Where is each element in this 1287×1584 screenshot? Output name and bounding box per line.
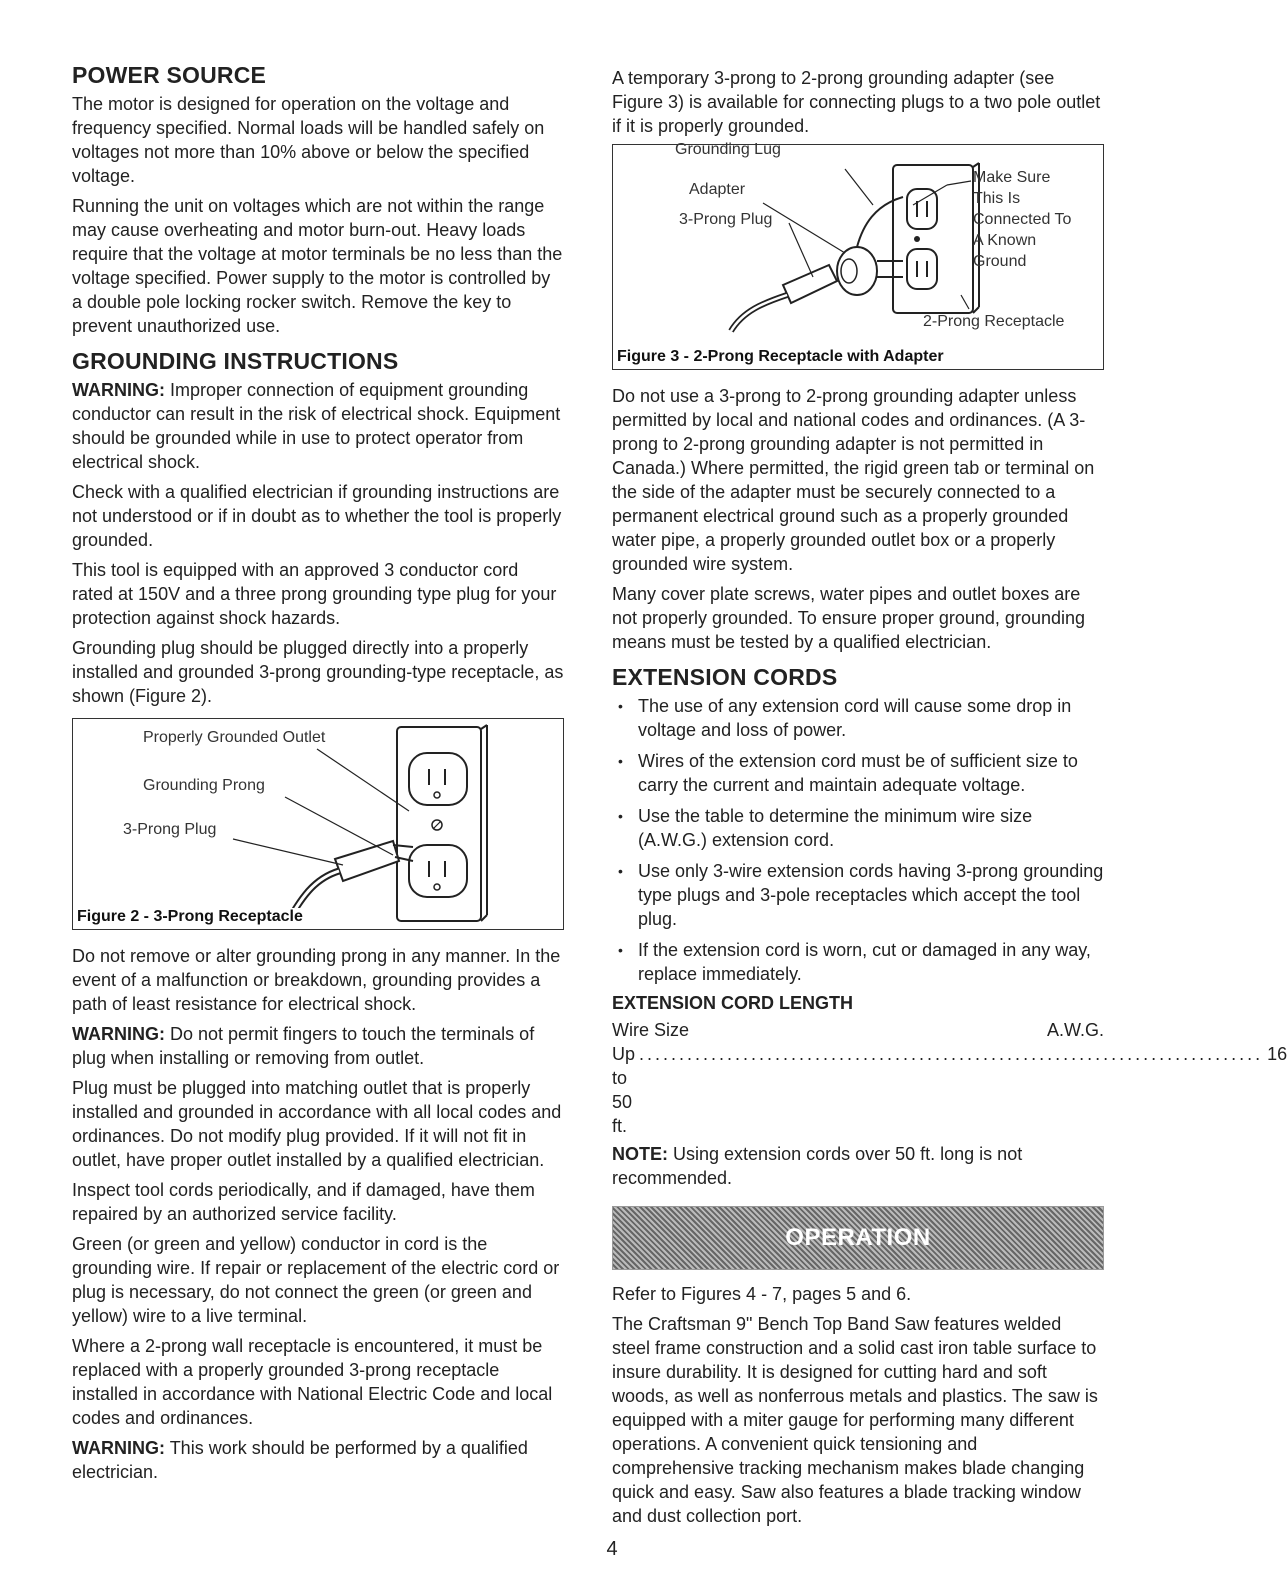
- warning-label: WARNING:: [72, 1438, 165, 1458]
- label-make-sure: Make Sure This Is Connected To A Known Ground: [973, 169, 1072, 270]
- list-item: • Wires of the extension cord must be of sufficient size to carry the current and maintain adequate voltage.: [612, 749, 1104, 797]
- label-adapter: Adapter: [689, 181, 746, 198]
- right-column: [612, 66, 1287, 1534]
- top-receptacle: [907, 189, 937, 229]
- list-item: • Use only 3-wire extension cords having 3-prong grounding type plugs and 3-pole receptacles which accept the tool plug.: [612, 859, 1104, 931]
- figure-2: [72, 718, 564, 930]
- power-source-paragraph-1: The motor is designed for operation on the voltage and frequency specified. Normal loads will be handled safely on voltages not more than 10% above or below the specified voltage.: [72, 94, 545, 186]
- figure-2-caption: Figure 2 - 3-Prong Receptacle: [77, 908, 307, 926]
- column-awg: A.W.G.: [1046, 1020, 1104, 1040]
- note-label: NOTE:: [612, 1144, 668, 1164]
- adapter-intro: A temporary 3-prong to 2-prong grounding adapter (see Figure 3) is available for connecting plugs to a two pole outlet if it is properly grounded.: [612, 68, 1101, 136]
- operation-title: OPERATION: [785, 1224, 931, 1251]
- warning-label: WARNING:: [72, 380, 165, 400]
- page-number: 4: [606, 1538, 618, 1560]
- label-3-prong-plug: 3-Prong Plug: [123, 821, 217, 838]
- left-column: [72, 62, 564, 1490]
- grounding-paragraph-4: Grounding plug should be plugged directly into a properly installed and grounded 3-prong grounding-type receptacle, as shown (Figure 2).: [72, 638, 564, 706]
- after-warning-3: [72, 1436, 564, 1484]
- label-grounding-lug: Grounding Lug: [675, 141, 781, 158]
- warning-text: This work should be performed by a qualified electrician.: [72, 1438, 528, 1482]
- row-awg: 16: [1267, 1044, 1287, 1064]
- grounding-warning: [72, 378, 564, 474]
- note-text: Using extension cords over 50 ft. long is not recommended.: [612, 1144, 1023, 1188]
- after-paragraph-4: Inspect tool cords periodically, and if damaged, have them repaired by an authorized service facility.: [72, 1180, 535, 1224]
- label-2-prong-receptacle: 2-Prong Receptacle: [923, 313, 1065, 330]
- table-row: Up to 50 ft. .............................................................................. 16: [612, 1044, 1287, 1136]
- grounding-paragraph-2: Check with a qualified electrician if grounding instructions are not understood or if in doubt as to whether the tool is properly grounded.: [72, 482, 562, 550]
- row-length: Up to 50 ft.: [612, 1044, 636, 1136]
- adapter-paragraph-2: Many cover plate screws, water pipes and outlet boxes are not properly grounded. To ensure proper ground, grounding means must be tested by a qualified electrician.: [612, 584, 1086, 652]
- warning-text: Improper connection of equipment grounding conductor can result in the risk of electrical shock. Equipment should be grounded while in use to protect operator from electrical shock.: [72, 380, 561, 472]
- after-warning-2: [72, 1022, 564, 1070]
- grounding-paragraph-3: This tool is equipped with an approved 3 conductor cord rated at 150V and a three prong grounding type plug for your protection against shock hazards.: [72, 560, 557, 628]
- after-paragraph-5: Green (or green and yellow) conductor in cord is the grounding wire. If repair or replacement of the electric cord or plug is necessary, do not connect the green (or green and yellow) wire to a live terminal.: [72, 1234, 560, 1326]
- label-grounded-outlet: Properly Grounded Outlet: [143, 729, 326, 746]
- column-wire-size: Wire Size: [612, 1020, 690, 1040]
- list-item: • Use the table to determine the minimum wire size (A.W.G.) extension cord.: [612, 804, 1104, 852]
- after-paragraph-6: Where a 2-prong wall receptacle is encountered, it must be replaced with a properly grounded 3-prong receptacle installed in accordance with National Electric Code and local codes and ordinances.: [72, 1336, 553, 1428]
- operation-paragraph-2: The Craftsman 9" Bench Top Band Saw features welded steel frame construction and a solid cast iron table surface to insure durability. It is designed for cutting hard and soft woods, as well as nonferrous metals and plastics. The saw is equipped with a miter gauge for performing many different operations. A convenient quick tensioning and comprehensive tracking mechanism makes blade changing quick and easy. Saw also features a blade tracking window and dust collection port.: [612, 1314, 1098, 1526]
- warning-label: WARNING:: [72, 1024, 165, 1044]
- list-item: • The use of any extension cord will cause some drop in voltage and loss of power.: [612, 694, 1104, 742]
- after-paragraph-3: Plug must be plugged into matching outlet that is properly installed and grounded in accordance with all local codes and ordinances. Do not modify plug provided. If it will not fit in outlet, have proper outlet installed by a qualified electrician.: [72, 1078, 562, 1170]
- label-3-prong-plug: 3-Prong Plug: [679, 211, 773, 228]
- figure-3-caption: Figure 3 - 2-Prong Receptacle with Adapter: [617, 348, 948, 366]
- grounding-heading: GROUNDING INSTRUCTIONS: [72, 348, 399, 374]
- wall-plate: [893, 165, 973, 313]
- operation-paragraph-1: Refer to Figures 4 - 7, pages 5 and 6.: [612, 1284, 912, 1304]
- list-item: • If the extension cord is worn, cut or damaged in any way, replace immediately.: [612, 938, 1104, 986]
- table-header-row: [612, 1018, 1104, 1042]
- plug-body: [335, 841, 399, 881]
- label-grounding-prong: Grounding Prong: [143, 777, 265, 794]
- figure-3: [612, 141, 1104, 370]
- adapter-paragraph-1: Do not use a 3-prong to 2-prong grounding adapter unless permitted by local and national codes and ordinances. (A 3-prong to 2-prong grounding adapter is not permitted in Canada.) Where permitted, the rigid green tab or terminal on the side of the adapter must be securely connected to a permanent electrical ground such as a properly grounded water pipe, a properly grounded outlet box or a properly grounded wire system.: [612, 386, 1095, 574]
- bottom-receptacle: [907, 249, 937, 289]
- after-paragraph-1: Do not remove or alter grounding prong in any manner. In the event of a malfunction or breakdown, grounding provides a path of least resistance for electrical shock.: [72, 946, 561, 1014]
- power-source-paragraph-2: Running the unit on voltages which are not within the range may cause overheating and motor burn-out. Heavy loads require that the voltage at motor terminals be no less than the voltage specified. Power supply to the motor is controlled by a double pole locking rocker switch. Remove the key to prevent unauthorized use.: [72, 196, 563, 336]
- operation-banner: [612, 1206, 1104, 1270]
- extension-bullets: [612, 694, 1104, 986]
- power-source-heading: POWER SOURCE: [72, 62, 267, 88]
- extension-cords-heading: EXTENSION CORDS: [612, 664, 838, 690]
- extension-note: [612, 1142, 1104, 1190]
- extension-table-heading: EXTENSION CORD LENGTH: [612, 993, 854, 1013]
- warning-text: Do not permit fingers to touch the terminals of plug when installing or removing from outlet.: [72, 1024, 535, 1068]
